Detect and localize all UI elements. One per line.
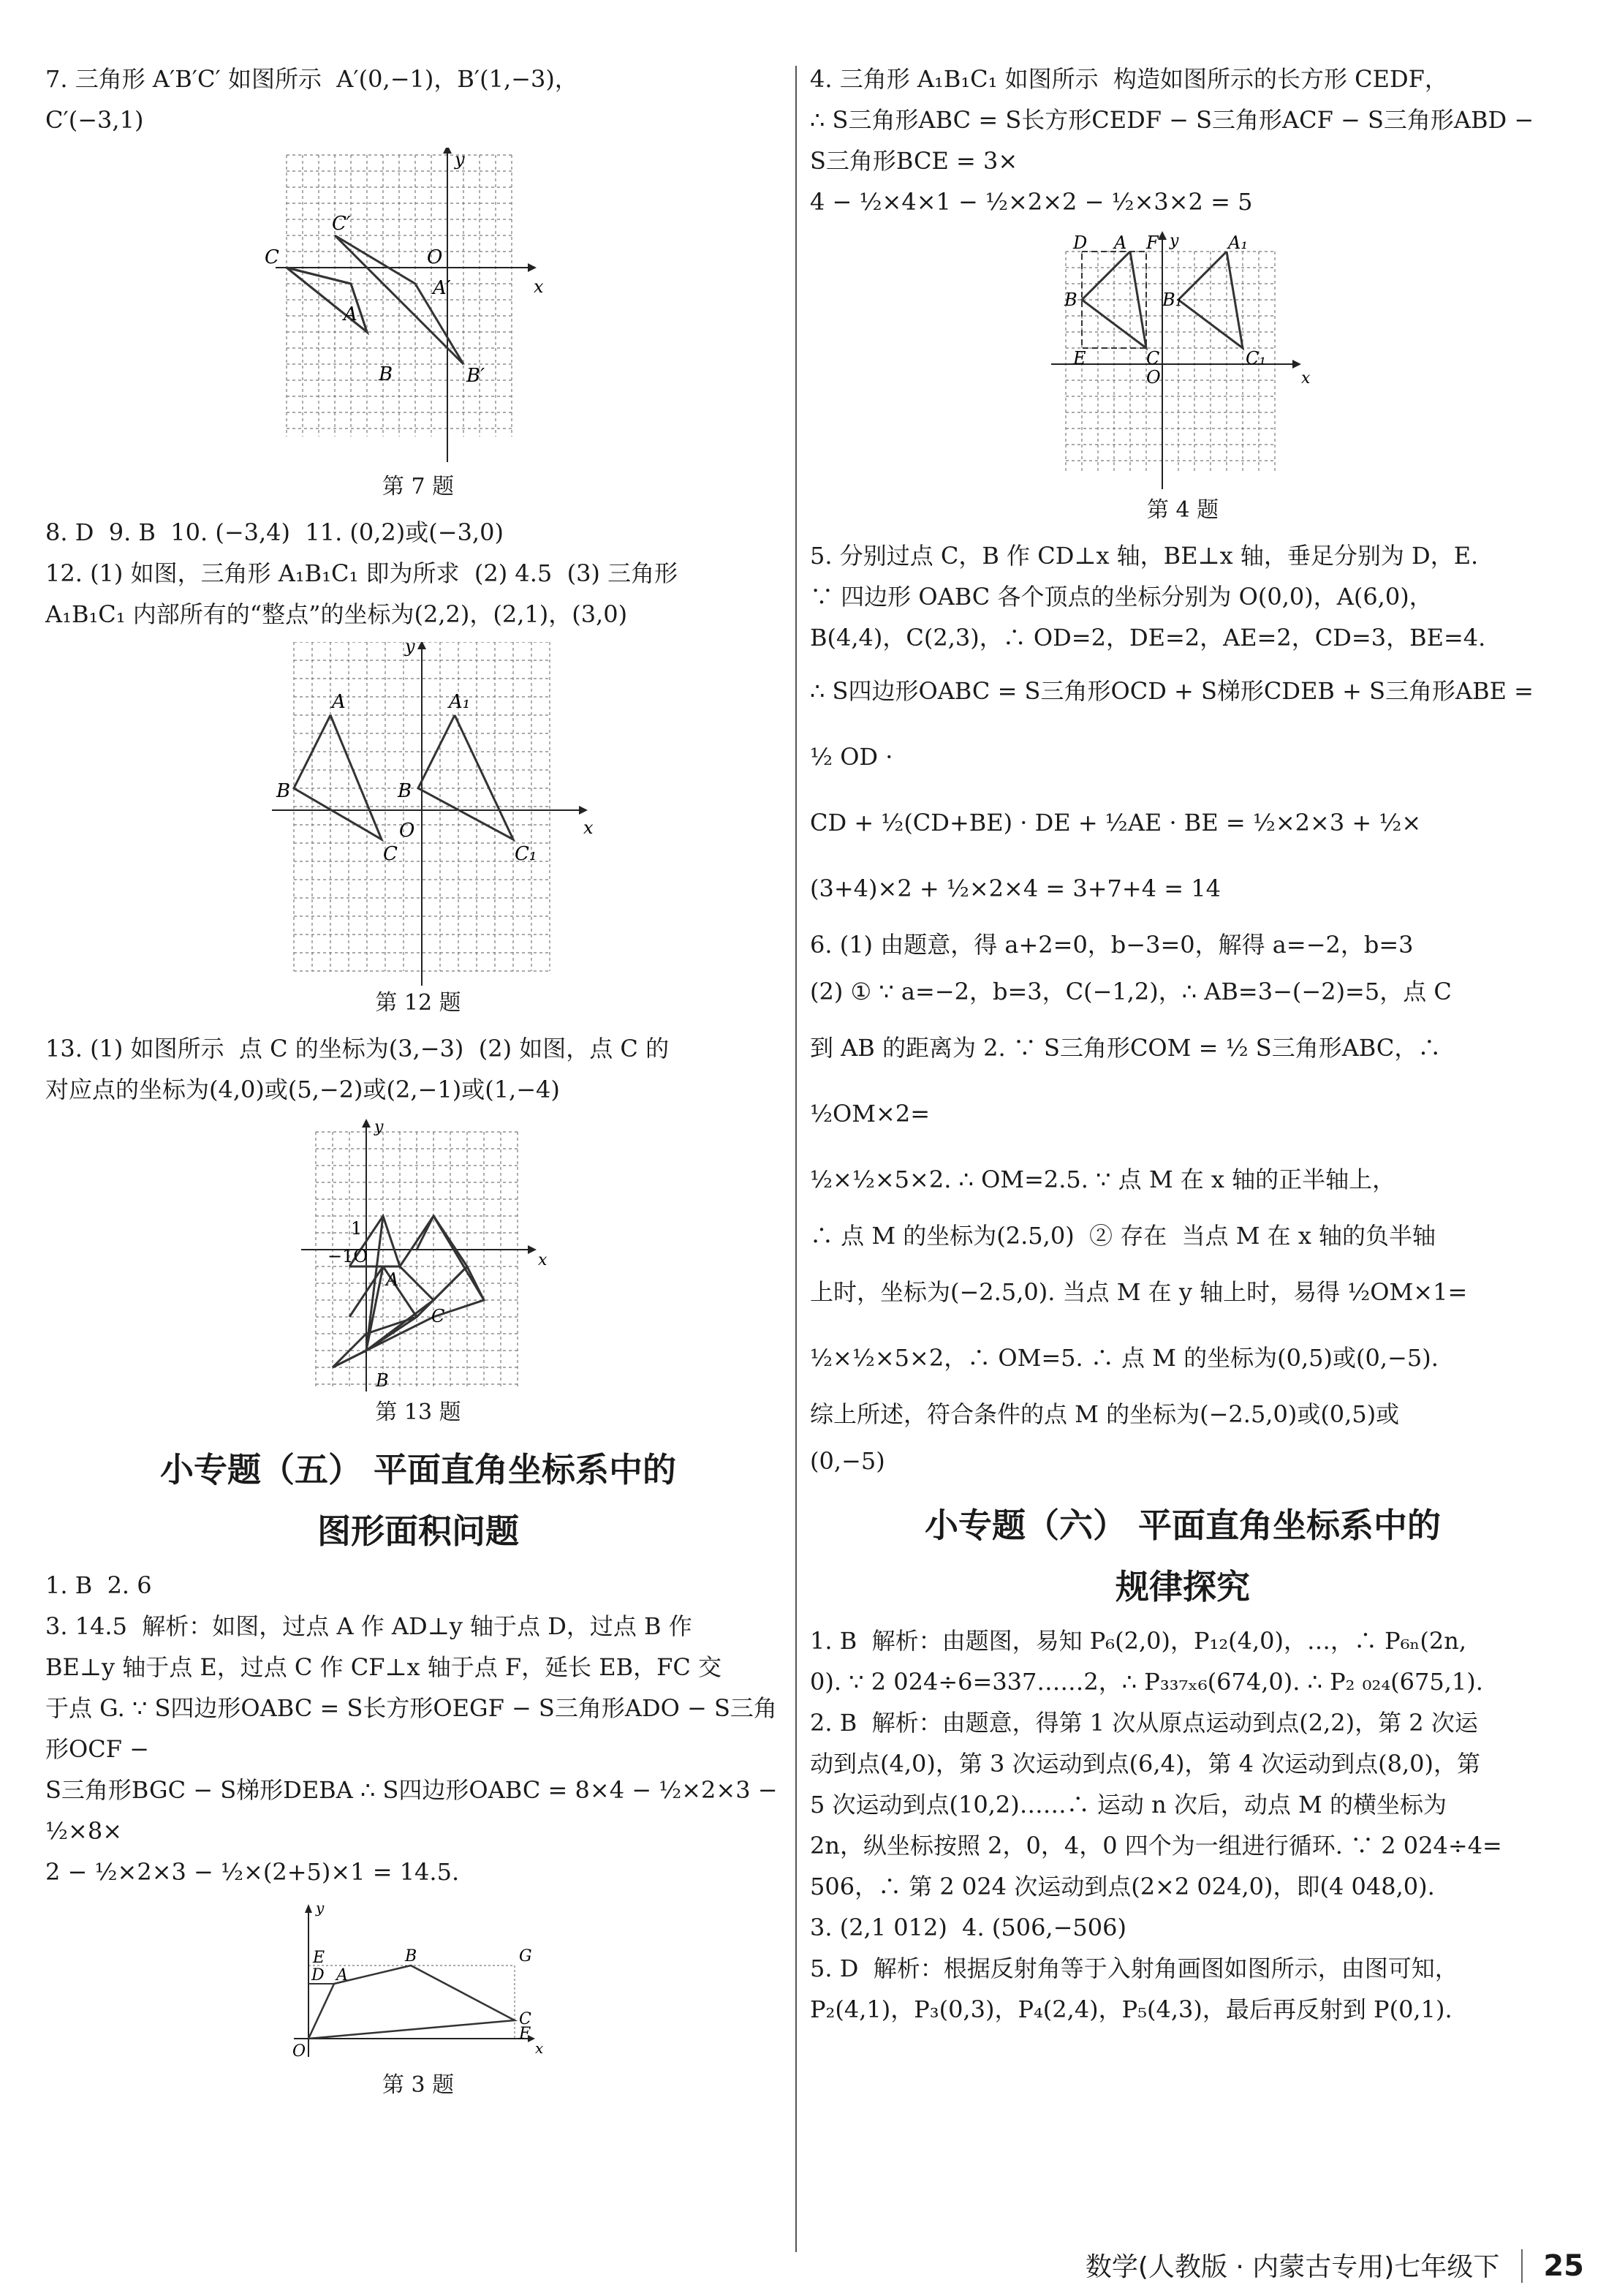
x-label: x <box>534 276 544 297</box>
point-a-label: A <box>332 691 346 713</box>
point-c-label: C <box>1146 348 1160 369</box>
y-label: y <box>405 642 415 657</box>
point-b-label: B <box>405 1947 417 1965</box>
r5-line3: B(4,4)，C(2,3)，∴ OD=2，DE=2，AE=2，CD=3，BE=4. <box>810 624 1486 652</box>
point-a-label: A <box>336 1966 348 1985</box>
point-c-label: C <box>265 246 279 268</box>
t2-line2: 动到点(4,0)，第 3 次运动到点(6,4)，第 4 次运动到点(8,0)，第 <box>810 1750 1480 1778</box>
r6-line4: ½×½×5×2. ∴ OM=2.5. ∵ 点 M 在 x 轴的正半轴上， <box>810 1166 1396 1193</box>
section-heading-6-line1: 小专题（六） 平面直角坐标系中的 <box>924 1506 1441 1545</box>
figure-7 <box>235 148 601 469</box>
x-label: x <box>535 2039 544 2057</box>
point-f-label: F <box>1146 233 1159 253</box>
point-f-label: F <box>519 2025 531 2043</box>
tick-one-label: 1 <box>351 1218 363 1239</box>
section-heading-5-line1: 小专题（五） 平面直角坐标系中的 <box>159 1450 676 1489</box>
figure-4-caption: 第 4 题 <box>1146 497 1219 523</box>
r5-line6: (3+4)×2 + ½×2×4 = 3+7+4 = 14 <box>810 875 1221 902</box>
y-label: y <box>374 1118 384 1136</box>
point-c-prime-label: C′ <box>332 213 351 235</box>
origin-label: O <box>399 820 415 842</box>
s3-line1: 3. 14.5 解析：如图，过点 A 作 AD⊥y 轴于点 D，过点 B 作 <box>45 1612 692 1640</box>
s1-2: 1. B 2. 6 <box>45 1571 152 1599</box>
point-a-label: A <box>344 303 357 325</box>
page-footer <box>1086 2246 1584 2284</box>
t3-4: 3. (2,1 012) 4. (506,−506) <box>810 1914 1126 1941</box>
point-e-label: E <box>1073 348 1086 369</box>
figure-13-caption: 第 13 题 <box>375 1400 461 1425</box>
point-c-label: C <box>431 1306 445 1326</box>
x-label: x <box>583 817 594 838</box>
q7-line2: C′(−3,1) <box>45 106 144 134</box>
t2-line4: 2n，纵坐标按照 2，0，4，0 四个为一组进行循环. ∵ 2 024÷4= <box>810 1832 1502 1859</box>
point-a-label: A <box>386 1269 399 1290</box>
point-b1-label: B₁ <box>1162 290 1183 310</box>
point-b-label: B <box>276 780 291 802</box>
s3-line2: BE⊥y 轴于点 E，过点 C 作 CF⊥x 轴于点 F，延长 EB，FC 交 <box>45 1653 722 1681</box>
point-b-prime-label: B′ <box>466 365 485 387</box>
point-d-label: D <box>311 1966 325 1985</box>
r6-line5: ∴ 点 M 的坐标为(2.5,0) ② 存在 当点 M 在 x 轴的负半轴 <box>810 1222 1436 1250</box>
r6-line8: 综上所述，符合条件的点 M 的坐标为(−2.5,0)或(0,5)或 <box>810 1400 1400 1428</box>
t5-line2: P₂(4,1)，P₃(0,3)，P₄(2,4)，P₅(4,3)，最后再反射到 P(0,1). <box>810 1995 1452 2023</box>
figure-3-caption: 第 3 题 <box>382 2072 455 2098</box>
point-e-label: E <box>313 1949 325 1967</box>
s3-line3: 于点 G. ∵ S四边形OABC = S长方形OEGF − S三角形ADO − S三角形OCF − <box>45 1694 777 1763</box>
r6-line3: 到 AB 的距离为 2. ∵ S三角形COM = ½ S三角形ABC，∴ ½OM×2= <box>810 1034 1449 1128</box>
point-b-label: B <box>1064 290 1077 310</box>
column-divider <box>795 66 797 2252</box>
s3-line5: 2 − ½×2×3 − ½×(2+5)×1 = 14.5. <box>45 1858 460 1886</box>
point-c1-label: C₁ <box>515 843 537 865</box>
figure-7-caption: 第 7 题 <box>382 474 455 499</box>
x-label: x <box>1301 369 1311 388</box>
q12-line1: 12. (1) 如图，三角形 A₁B₁C₁ 即为所求 (2) 4.5 (3) 三角形 <box>45 559 678 587</box>
t2-line5: 506，∴ 第 2 024 次运动到点(2×2 024,0)，即(4 048,0). <box>810 1873 1435 1900</box>
point-c-label: C <box>383 843 398 865</box>
r6-line7: ½×½×5×2，∴ OM=5. ∴ 点 M 的坐标为(0,5)或(0,−5). <box>810 1344 1439 1372</box>
figure-13 <box>257 1117 579 1395</box>
point-d-label: D <box>1073 233 1088 253</box>
origin-label: O <box>292 2042 306 2061</box>
point-a-label: A <box>1114 233 1127 253</box>
y-label: y <box>1170 232 1179 250</box>
t1-line2: 0). ∵ 2 024÷6=337……2，∴ P₃₃₇ₓ₆(674,0). ∴ P₂ ₀₂₄(675,1). <box>810 1668 1483 1696</box>
r6-line9: (0,−5) <box>810 1447 885 1475</box>
y-label: y <box>455 149 465 170</box>
figure-12-caption: 第 12 题 <box>375 990 461 1016</box>
r5-line2: ∵ 四边形 OABC 各个顶点的坐标分别为 O(0,0)，A(6,0)， <box>810 583 1433 611</box>
r4-line1: 4. 三角形 A₁B₁C₁ 如图所示 构造如图所示的长方形 CEDF， <box>810 65 1448 93</box>
point-c-label: C <box>519 2010 531 2028</box>
s3-line4: S三角形BGC − S梯形DEBA ∴ S四边形OABC = 8×4 − ½×2×3 − ½×8× <box>45 1776 785 1845</box>
figure-12 <box>213 642 623 986</box>
point-b-label: B <box>379 363 393 385</box>
point-a1-label: A₁ <box>1228 233 1248 253</box>
q8-11: 8. D 9. B 10. (−3,4) 11. (0,2)或(−3,0) <box>45 518 504 546</box>
q7-line1: 7. 三角形 A′B′C′ 如图所示 A′(0,−1)，B′(1,−3)， <box>45 65 578 93</box>
section-heading-6-line2: 规律探究 <box>1116 1567 1250 1606</box>
section-heading-5-line2: 图形面积问题 <box>317 1511 519 1551</box>
q12-line2: A₁B₁C₁ 内部所有的“整点”的坐标为(2,2)，(2,1)，(3,0) <box>45 600 628 628</box>
r5-line4: ∴ S四边形OABC = S三角形OCD + S梯形CDEB + S三角形ABE = ½ OD · <box>810 677 1542 771</box>
t5-line1: 5. D 解析：根据反射角等于入射角画图如图所示，由图可知， <box>810 1955 1458 1982</box>
point-a-prime-label: A′ <box>433 277 451 299</box>
y-label: y <box>316 1900 325 1917</box>
r4-line3: 4 − ½×4×1 − ½×2×2 − ½×3×2 = 5 <box>810 188 1253 216</box>
q13-line1: 13. (1) 如图所示 点 C 的坐标为(3,−3) (2) 如图，点 C 的 <box>45 1035 670 1062</box>
point-g-label: G <box>519 1947 532 1965</box>
point-b1-label: B <box>398 780 412 802</box>
r4-line2: ∴ S三角形ABC = S长方形CEDF − S三角形ACF − S三角形ABD − S三角形BCE = 3× <box>810 106 1542 175</box>
r5-line5: CD + ½(CD+BE) · DE + ½AE · BE = ½×2×3 + ½× <box>810 809 1422 837</box>
figure-3 <box>287 1900 550 2068</box>
q13-line2: 对应点的坐标为(4,0)或(5,−2)或(2,−1)或(1,−4) <box>45 1076 560 1103</box>
t2-line1: 2. B 解析：由题意，得第 1 次从原点运动到点(2,2)，第 2 次运 <box>810 1709 1478 1737</box>
point-a1-label: A₁ <box>449 691 471 713</box>
t2-line3: 5 次运动到点(10,2)……∴ 运动 n 次后，动点 M 的横坐标为 <box>810 1791 1447 1819</box>
r5-line1: 5. 分别过点 C，B 作 CD⊥x 轴，BE⊥x 轴，垂足分别为 D，E. <box>810 542 1479 570</box>
point-b-label: B <box>376 1370 389 1391</box>
left-column <box>45 58 791 2110</box>
footer-subject: 数学(人教版 · 内蒙古专用)七年级下 <box>1085 2252 1500 2282</box>
origin-label: O <box>427 246 443 268</box>
right-column <box>810 58 1556 2030</box>
point-c1-label: C₁ <box>1246 348 1266 369</box>
r6-line2: (2) ① ∵ a=−2，b=3，C(−1,2)，∴ AB=3−(−2)=5，点 C <box>810 978 1452 1005</box>
x-label: x <box>538 1251 548 1269</box>
figure-4 <box>1044 230 1322 493</box>
r6-line6: 上时，坐标为(−2.5,0). 当点 M 在 y 轴上时，易得 ½OM×1= <box>810 1278 1468 1306</box>
t1-line1: 1. B 解析：由题图，易知 P₆(2,0)，P₁₂(4,0)，…，∴ P₆ₙ(2n, <box>810 1627 1467 1655</box>
origin-label: O <box>1146 367 1161 388</box>
page-number: 25 <box>1521 2249 1584 2283</box>
r6-line1: 6. (1) 由题意，得 a+2=0，b−3=0，解得 a=−2，b=3 <box>810 931 1414 959</box>
tick-minus-one-origin-label: −1O <box>327 1246 368 1266</box>
